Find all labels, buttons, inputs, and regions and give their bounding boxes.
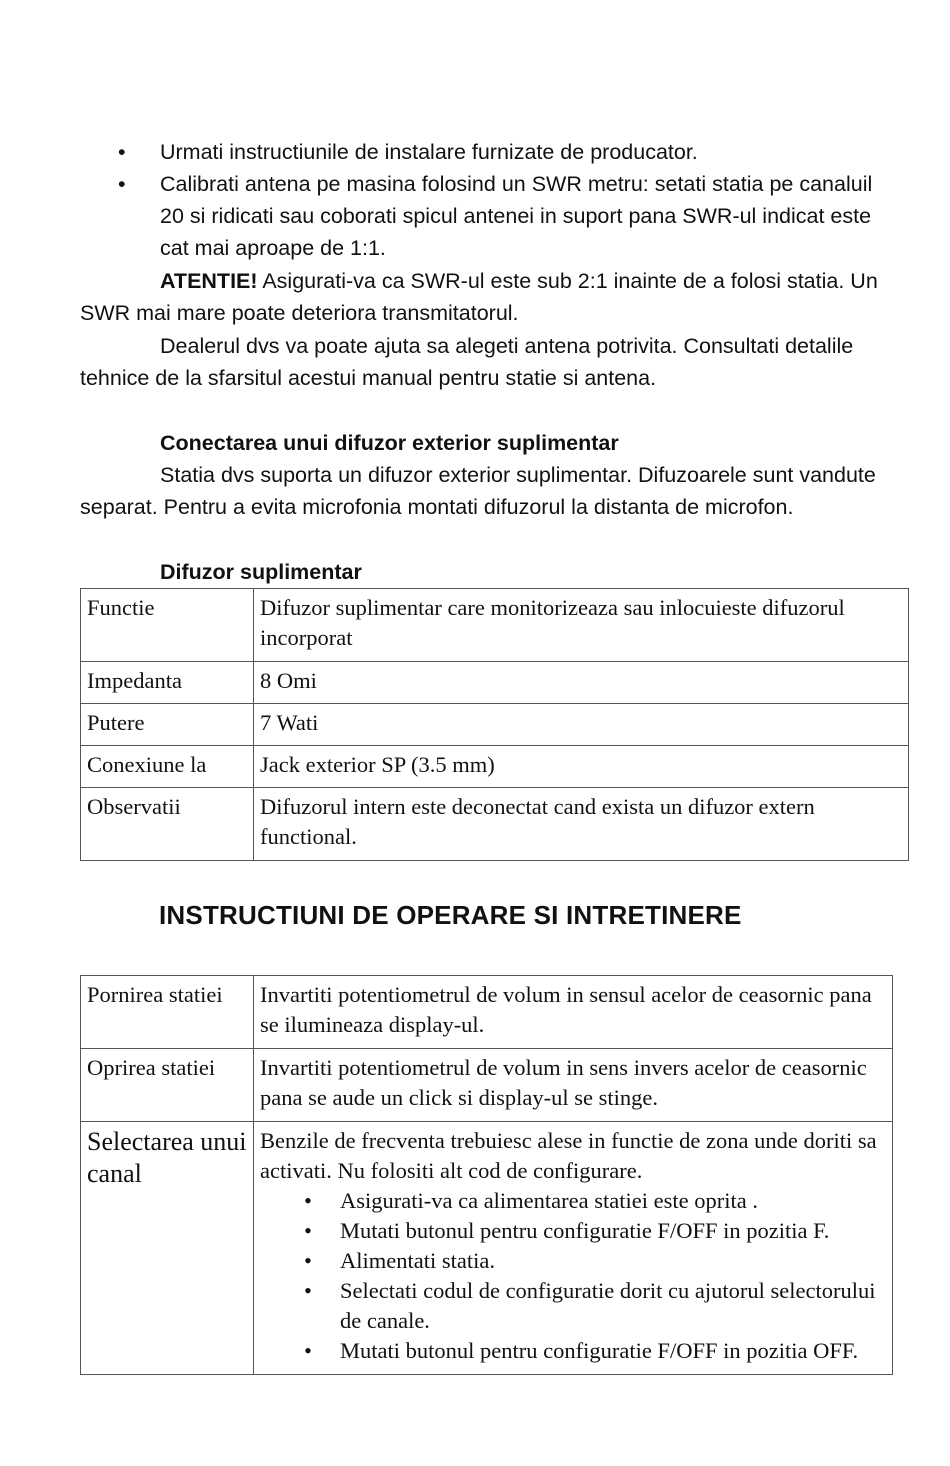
table-cell-label: Pornirea statiei [81, 976, 254, 1049]
step-text: Mutati butonul pentru configuratie F/OFF in pozitia F. [340, 1218, 830, 1243]
dealer-paragraph: Dealerul dvs va poate ajuta sa alegeti antena potrivita. Consultati detalile tehnice de la sfarsitul acestui manual pentru statie si antena. [80, 334, 854, 390]
list-item [260, 1186, 886, 1216]
table-cell-value: 8 Omi [254, 662, 909, 704]
list-item [260, 1246, 886, 1276]
operations-heading: INSTRUCTIUNI DE OPERARE SI INTRETINERE [159, 900, 742, 930]
channel-steps-list [260, 1186, 886, 1366]
table-row [81, 976, 893, 1049]
section-heading-text: Conectarea unui difuzor exterior suplimentar [160, 431, 619, 455]
list-item [80, 136, 880, 168]
bullet-icon: • [304, 1248, 312, 1273]
channel-intro: Benzile de frecventa trebuiesc alese in functie de zona unde doriti sa activati. Nu folositi alt cod de configurare. [260, 1128, 877, 1183]
bullet-icon: • [304, 1188, 312, 1213]
operations-table [80, 975, 893, 1375]
table-cell-label: Observatii [81, 788, 254, 861]
installation-bullet-list [80, 136, 880, 264]
warning-text: Asigurati-va ca SWR-ul este sub 2:1 inainte de a folosi statia. Un SWR mai mare poate deteriora transmitatorul. [80, 269, 878, 325]
table-row [81, 589, 909, 662]
table-cell-value: Jack exterior SP (3.5 mm) [254, 746, 909, 788]
table-row [81, 1049, 893, 1122]
table-row [81, 788, 909, 861]
bullet-text: Urmati instructiunile de instalare furnizate de producator. [160, 140, 698, 164]
speaker-spec-table [80, 588, 909, 861]
step-text: Selectati codul de configuratie dorit cu ajutorul selectorului de canale. [340, 1278, 876, 1333]
list-item [80, 168, 880, 264]
step-text: Alimentati statia. [340, 1248, 495, 1273]
warning-label: ATENTIE! [160, 269, 258, 293]
list-item [260, 1216, 886, 1246]
table-title-text: Difuzor suplimentar [160, 560, 362, 584]
table-row [81, 1122, 893, 1375]
table-cell-label: Conexiune la [81, 746, 254, 788]
table-title [80, 556, 880, 588]
table-cell-label: Impedanta [81, 662, 254, 704]
table-cell-label: Putere [81, 704, 254, 746]
table-row [81, 704, 909, 746]
bullet-icon: • [304, 1278, 312, 1303]
list-item [260, 1336, 886, 1366]
bullet-icon: • [118, 140, 126, 164]
table-cell-value: 7 Wati [254, 704, 909, 746]
table-cell-value: Invartiti potentiometrul de volum in sensul acelor de ceasornic pana se ilumineaza display-ul. [254, 976, 893, 1049]
speaker-paragraph: Statia dvs suporta un difuzor exterior suplimentar. Difuzoarele sunt vandute separat. Pentru a evita microfonia montati difuzorul la distanta de microfon. [80, 463, 876, 519]
section-heading [80, 427, 880, 459]
bullet-icon: • [118, 172, 126, 196]
table-cell-label: Oprirea statiei [81, 1049, 254, 1122]
bullet-icon: • [304, 1218, 312, 1243]
table-cell-value: Difuzor suplimentar care monitorizeaza sau inlocuieste difuzorul incorporat [254, 589, 909, 662]
bullet-icon: • [304, 1338, 312, 1363]
bullet-text: Calibrati antena pe masina folosind un SWR metru: setati statia pe canaluil 20 si ridicati sau coborati spicul antenei in suport pana SWR-ul indicat este cat mai aproape de 1:1. [160, 172, 873, 260]
table-cell-label: Selectarea unui canal [81, 1122, 254, 1375]
table-cell-value [254, 1122, 893, 1375]
table-row [81, 662, 909, 704]
step-text: Asigurati-va ca alimentarea statiei este oprita . [340, 1188, 758, 1213]
table-cell-value: Invartiti potentiometrul de volum in sens invers acelor de ceasornic pana se aude un click si display-ul se stinge. [254, 1049, 893, 1122]
warning-paragraph [80, 265, 880, 329]
list-item [260, 1276, 886, 1336]
table-cell-value: Difuzorul intern este deconectat cand exista un difuzor extern functional. [254, 788, 909, 861]
table-cell-label: Functie [81, 589, 254, 662]
step-text: Mutati butonul pentru configuratie F/OFF in pozitia OFF. [340, 1338, 859, 1363]
table-row [81, 746, 909, 788]
